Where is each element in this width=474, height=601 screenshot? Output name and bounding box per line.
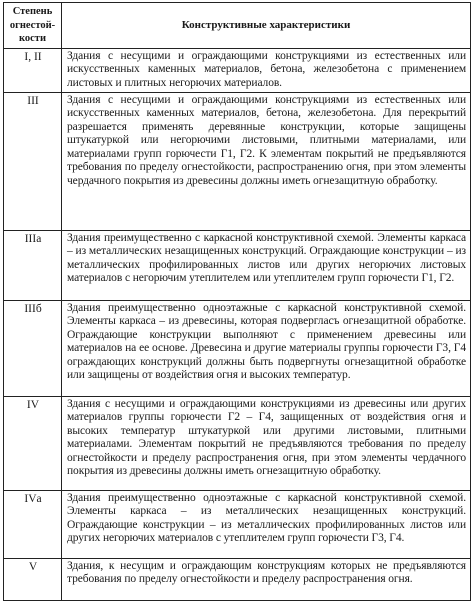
description-cell: Здания преимущественно с каркасной конструктивной схемой. Элементы каркаса – из металлических незащищенных конструкций. Ограждающие конструкции – из металлических профилированных листов или других негорючих листовых материалов с негорючим утеплителем или утеплителем групп горючести Г1, Г2. — [62, 230, 471, 300]
table-header — [4, 3, 471, 49]
degree-cell: I, II — [4, 48, 62, 92]
table-row — [4, 92, 471, 230]
table-row — [4, 300, 471, 396]
fire-resistance-table — [3, 2, 471, 601]
header-row — [4, 3, 471, 49]
degree-cell: IVа — [4, 490, 62, 558]
table-row — [4, 558, 471, 600]
degree-cell: V — [4, 558, 62, 600]
description-cell: Здания с несущими и ограждающими конструкциями из естественных или искусственных каменных материалов, бетона, железобетона. Для перекрытий разрешается применять деревянные конструкции, которые защищены штукатуркой или негорючими листовыми, плитными материалами, или материалами групп горючести Г1, Г2. К элементам покрытий не предъявляются требования по пределу огнестойкости, распространению огня, при этом элементы чердачного покрытия из древесины должны иметь огнезащитную обработку. — [62, 92, 471, 230]
table-row — [4, 48, 471, 92]
header-characteristics: Конструктивные характеристики — [62, 3, 471, 49]
description-cell: Здания преимущественно одноэтажные с каркасной конструктивной схемой. Элементы каркаса – из металлических незащищенных конструкций. Ограждающие конструкции – из металлических профилированных листов или других негорючих материалов с утеплителем групп горючести Г3, Г4. — [62, 490, 471, 558]
table-body — [4, 48, 471, 600]
description-cell: Здания, к несущим и ограждающим конструкциям которых не предъявляются требования по пределу огнестойкости и пределу распространения огня. — [62, 558, 471, 600]
degree-cell: IV — [4, 396, 62, 490]
header-degree: Степень огнестой-кости — [4, 3, 62, 49]
description-cell: Здания преимущественно одноэтажные с каркасной конструктивной схемой. Элементы каркаса – из древесины, которая подвергласъ огнезащитной обработке. Ограждающие конструкции выполняют с применением древесины или материалов на ее основе. Древесина и другие материалы группы горючести Г3, Г4 ограждающих конструкций должны быть подвергнуты огнезащитной обработке или защищены от воздействия огня и высоких температур. — [62, 300, 471, 396]
degree-cell: IIIб — [4, 300, 62, 396]
table-row — [4, 490, 471, 558]
table-row — [4, 396, 471, 490]
description-cell: Здания с несущими и ограждающими конструкциями из древесины или других материалов группы горючести Г2 – Г4, защищенных от воздействия огня и высоких температур штукатуркой или другими листовыми, плитными материалами. Элементам покрытий не предъявляются требования по пределу огнестойкости и пределу распространения огня, при этом элементы чердачного покрытия из древесины должны иметь огнезащитную обработку. — [62, 396, 471, 490]
table-row — [4, 230, 471, 300]
degree-cell: IIIа — [4, 230, 62, 300]
degree-cell: III — [4, 92, 62, 230]
description-cell: Здания с несущими и ограждающими конструкциями из естественных или искусственных каменных материалов, бетона, железобетона с применением листовых и плитных негорючих материалов. — [62, 48, 471, 92]
